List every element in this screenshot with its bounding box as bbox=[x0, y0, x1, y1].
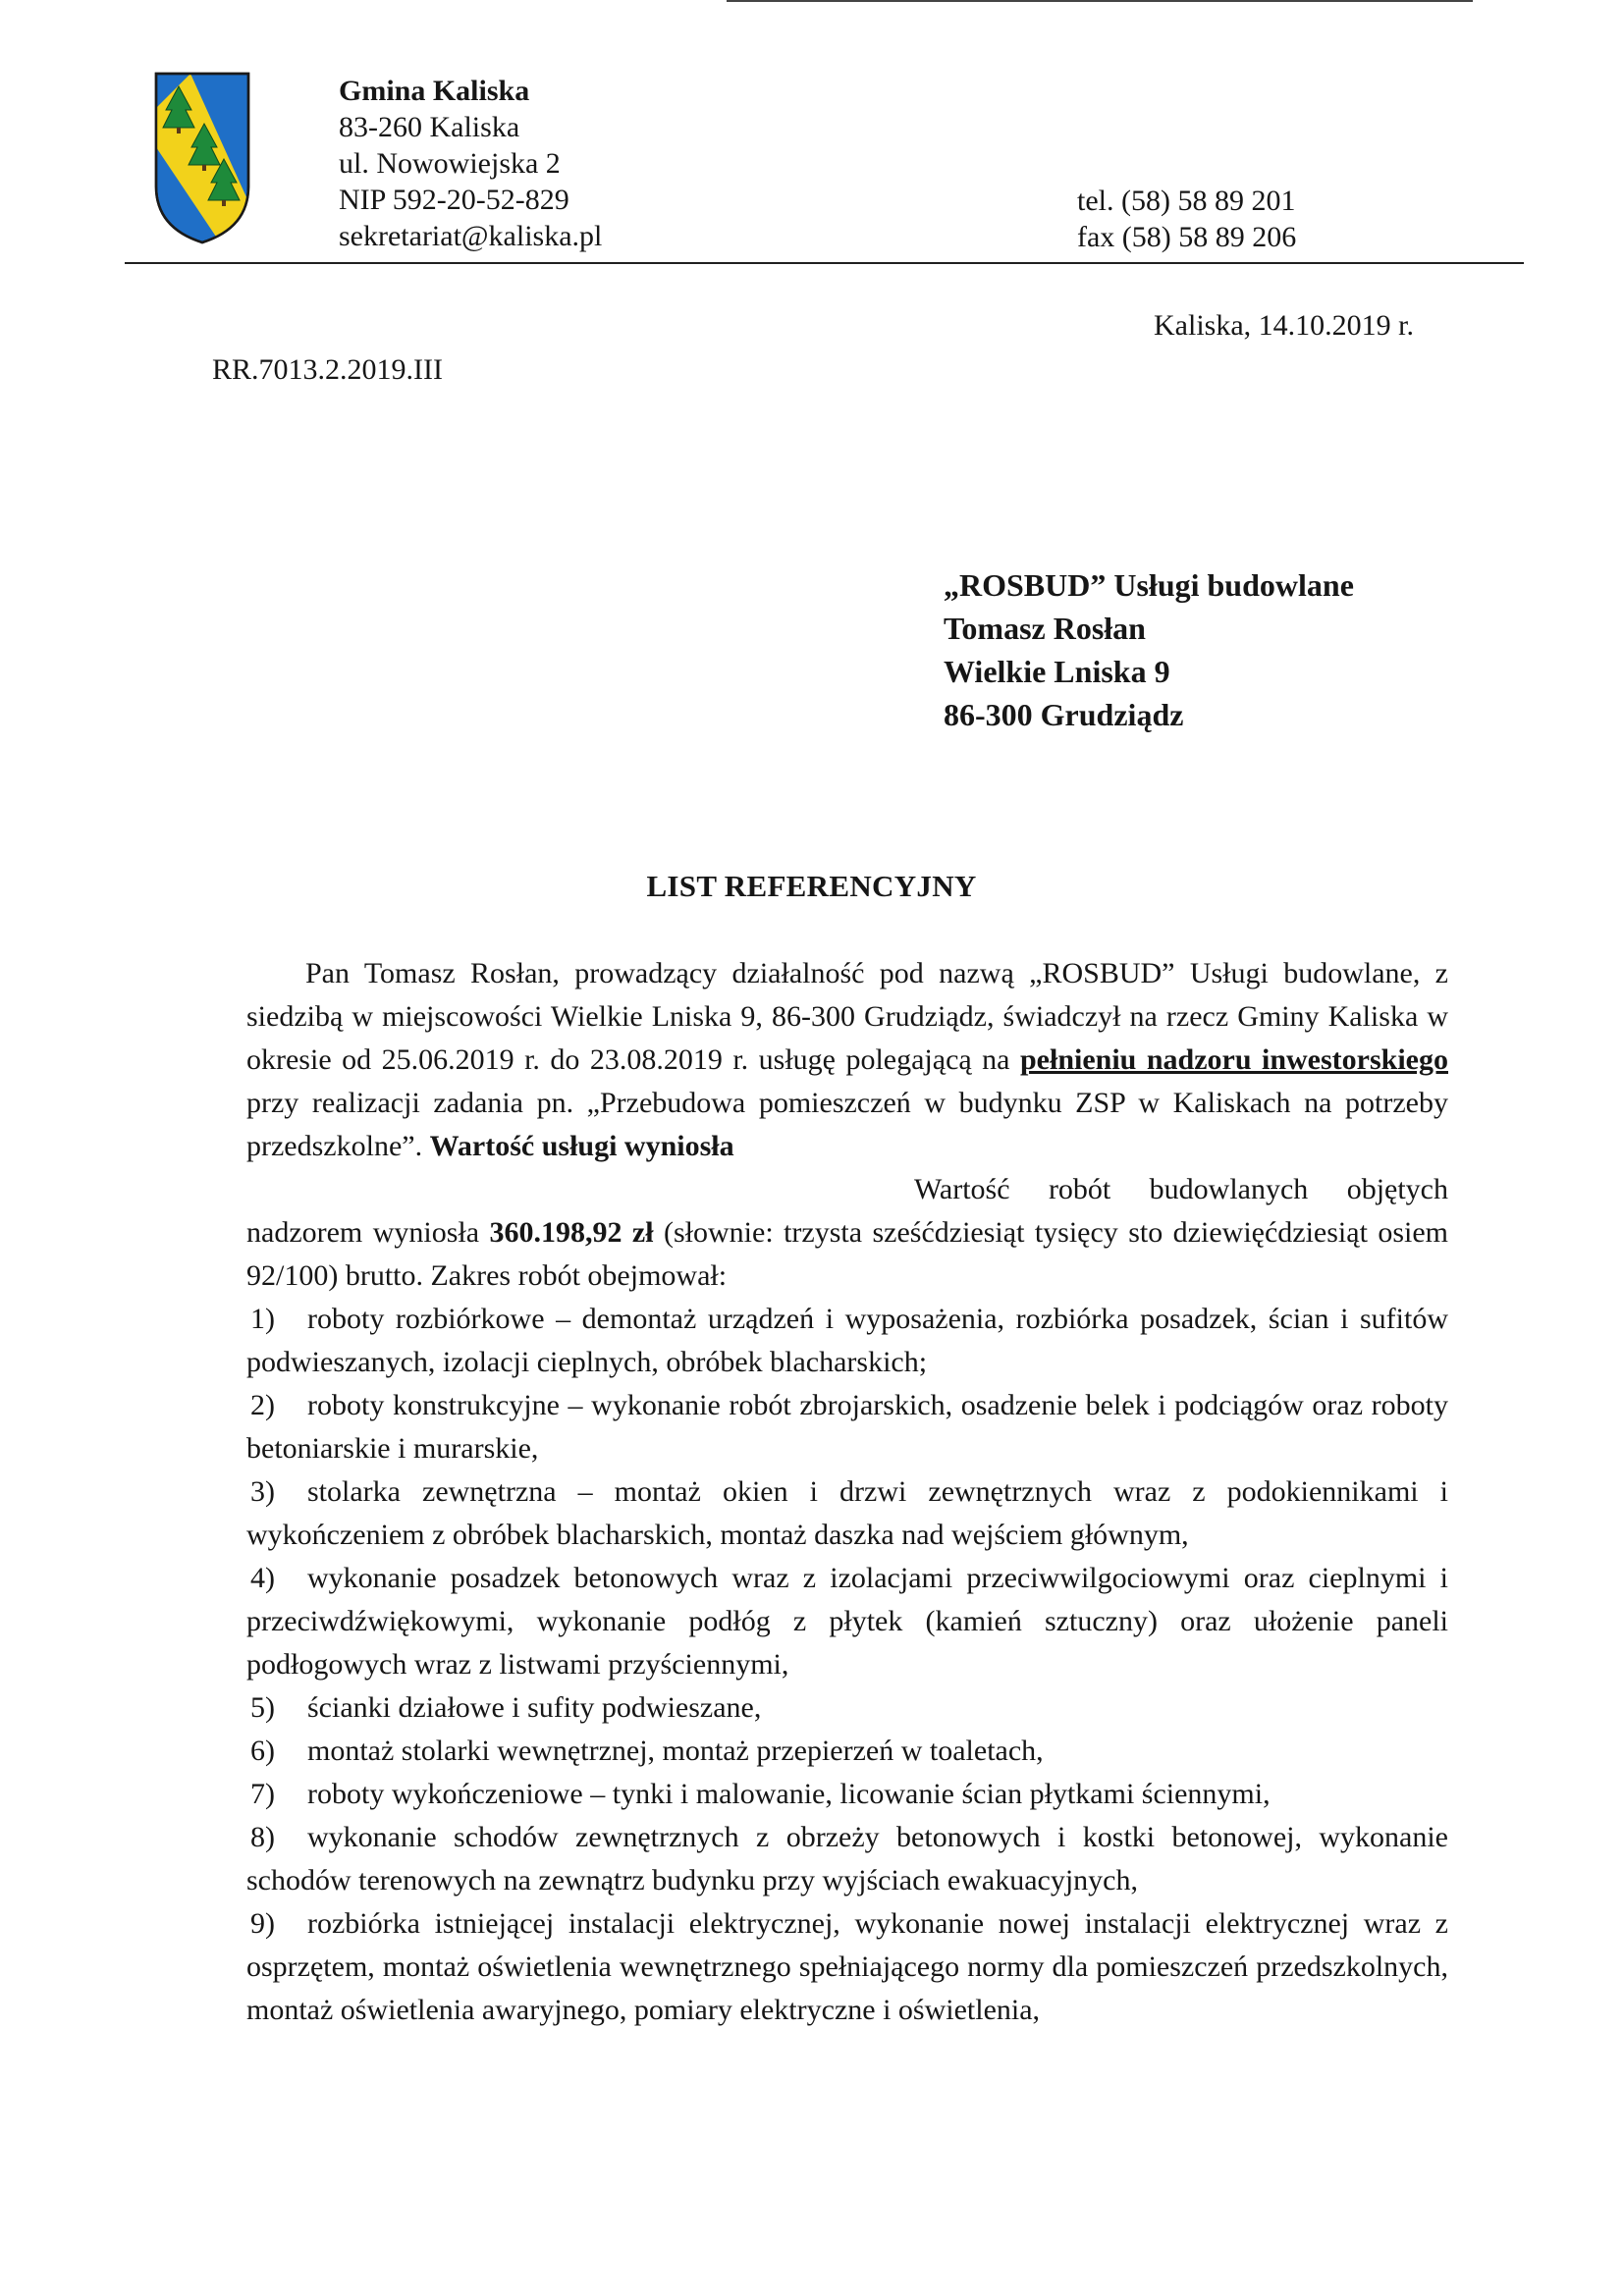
list-item-text: roboty rozbiórkowe – demontaż urządzeń i wyposażenia, rozbiórka posadzek, ścian i sufitów podwieszanych, izolacji cieplnych, obróbek blacharskich; bbox=[246, 1303, 1448, 1378]
value-amount: 360.198,92 zł bbox=[489, 1216, 654, 1249]
sender-phone: tel. (58) 58 89 201 bbox=[1077, 185, 1296, 217]
list-item bbox=[246, 1816, 1448, 1902]
value-text-2: nadzorem wyniosła bbox=[246, 1216, 480, 1249]
list-item bbox=[246, 1470, 1448, 1557]
list-item-number: 3) bbox=[250, 1475, 275, 1508]
intro-paragraph bbox=[246, 952, 1448, 1168]
intro-bold-tail: Wartość usługi wyniosła bbox=[429, 1130, 734, 1162]
list-item-number: 7) bbox=[250, 1778, 275, 1810]
list-item-text: stolarka zewnętrzna – montaż okien i drzwi zewnętrznych wraz z podokiennikami i wykończeniem z obróbek blacharskich, montaż daszka nad wejściem głównym, bbox=[246, 1475, 1448, 1551]
list-item-text: montaż stolarki wewnętrznej, montaż przepierzeń w toaletach, bbox=[307, 1735, 1044, 1767]
list-item bbox=[246, 1557, 1448, 1686]
intro-text-2: przy realizacji zadania pn. „Przebudowa pomieszczeń w budynku ZSP w Kaliskach na potrzeby przedszkolne”. bbox=[246, 1087, 1448, 1162]
list-item-text: roboty wykończeniowe – tynki i malowanie, licowanie ścian płytkami ściennymi, bbox=[307, 1778, 1271, 1810]
sender-nip: NIP 592-20-52-829 bbox=[339, 184, 569, 216]
intro-text-1: Pan Tomasz Rosłan, prowadzący działalność pod nazwą „ROSBUD” Usługi budowlane, z siedzibą w miejscowości Wielkie Lniska 9, 86-300 Grudziądz, świadczył na rzecz Gminy Kaliska w okresie od 25.06.2019 r. do 23.08.2019 r. usługę polegającą na bbox=[246, 957, 1448, 1076]
sender-fax: fax (58) 58 89 206 bbox=[1077, 221, 1297, 253]
value-paragraph bbox=[246, 1168, 1448, 1298]
list-item-text: wykonanie posadzek betonowych wraz z izolacjami przeciwwilgociowymi oraz cieplnymi i przeciwdźwiękowymi, wykonanie podłóg z płytek (kamień sztuczny) oraz ułożenie paneli podłogowych wraz z listwami przyściennymi, bbox=[246, 1562, 1448, 1681]
list-item-text: ścianki działowe i sufity podwieszane, bbox=[307, 1691, 762, 1724]
intro-underlined: pełnieniu nadzoru inwestorskiego bbox=[1019, 1043, 1448, 1076]
sender-street: ul. Nowowiejska 2 bbox=[339, 147, 561, 180]
list-item-number: 4) bbox=[250, 1562, 275, 1594]
recipient-person: Tomasz Rosłan bbox=[944, 611, 1146, 646]
list-item-text: wykonanie schodów zewnętrznych z obrzeży betonowych i kostki betonowej, wykonanie schodów terenowych na zewnątrz budynku przy wyjściach ewakuacyjnych, bbox=[246, 1821, 1448, 1896]
list-item bbox=[246, 1298, 1448, 1384]
list-item bbox=[246, 1773, 1448, 1816]
list-item-number: 2) bbox=[250, 1389, 275, 1421]
recipient-street: Wielkie Lniska 9 bbox=[944, 654, 1170, 689]
municipality-crest-icon bbox=[153, 71, 251, 245]
scan-edge-line bbox=[727, 0, 1473, 2]
list-item bbox=[246, 1384, 1448, 1470]
letter-body bbox=[246, 952, 1448, 2032]
sender-block bbox=[339, 73, 602, 254]
header-divider bbox=[125, 262, 1524, 264]
recipient-city: 86-300 Grudziądz bbox=[944, 697, 1184, 732]
reference-number: RR.7013.2.2019.III bbox=[212, 353, 443, 386]
list-item-number: 5) bbox=[250, 1691, 275, 1724]
recipient-block bbox=[944, 563, 1354, 736]
list-item bbox=[246, 1686, 1448, 1730]
sender-name: Gmina Kaliska bbox=[339, 75, 530, 107]
scope-list bbox=[246, 1298, 1448, 2032]
list-item bbox=[246, 1730, 1448, 1773]
recipient-company: „ROSBUD” Usługi budowlane bbox=[944, 567, 1354, 603]
sender-postal: 83-260 Kaliska bbox=[339, 111, 520, 143]
list-item-text: rozbiórka istniejącej instalacji elektrycznej, wykonanie nowej instalacji elektrycznej wraz z osprzętem, montaż oświetlenia wewnętrznego spełniającego normy dla pomieszczeń przedszkolnych, montaż oświetlenia awaryjnego, pomiary elektryczne i oświetlenia, bbox=[246, 1907, 1448, 2026]
list-item-text: roboty konstrukcyjne – wykonanie robót zbrojarskich, osadzenie belek i podciągów oraz roboty betoniarskie i murarskie, bbox=[246, 1389, 1448, 1465]
contact-block bbox=[1077, 183, 1296, 255]
list-item-number: 8) bbox=[250, 1821, 275, 1853]
sender-email[interactable]: sekretariat@kaliska.pl bbox=[339, 220, 603, 252]
list-item-number: 6) bbox=[250, 1735, 275, 1767]
list-item-number: 1) bbox=[250, 1303, 275, 1335]
letter-date: Kaliska, 14.10.2019 r. bbox=[1154, 309, 1414, 342]
value-text-1: Wartość robót budowlanych objętych bbox=[914, 1173, 1448, 1205]
document-title: LIST REFERENCYJNY bbox=[646, 869, 977, 903]
list-item-number: 9) bbox=[250, 1907, 275, 1940]
list-item bbox=[246, 1902, 1448, 2032]
value-text-3: (słownie: trzysta sześćdziesiąt tysięcy sto dziewięćdziesiąt osiem 92/100) brutto. Zakres robót obejmował: bbox=[246, 1216, 1449, 1292]
